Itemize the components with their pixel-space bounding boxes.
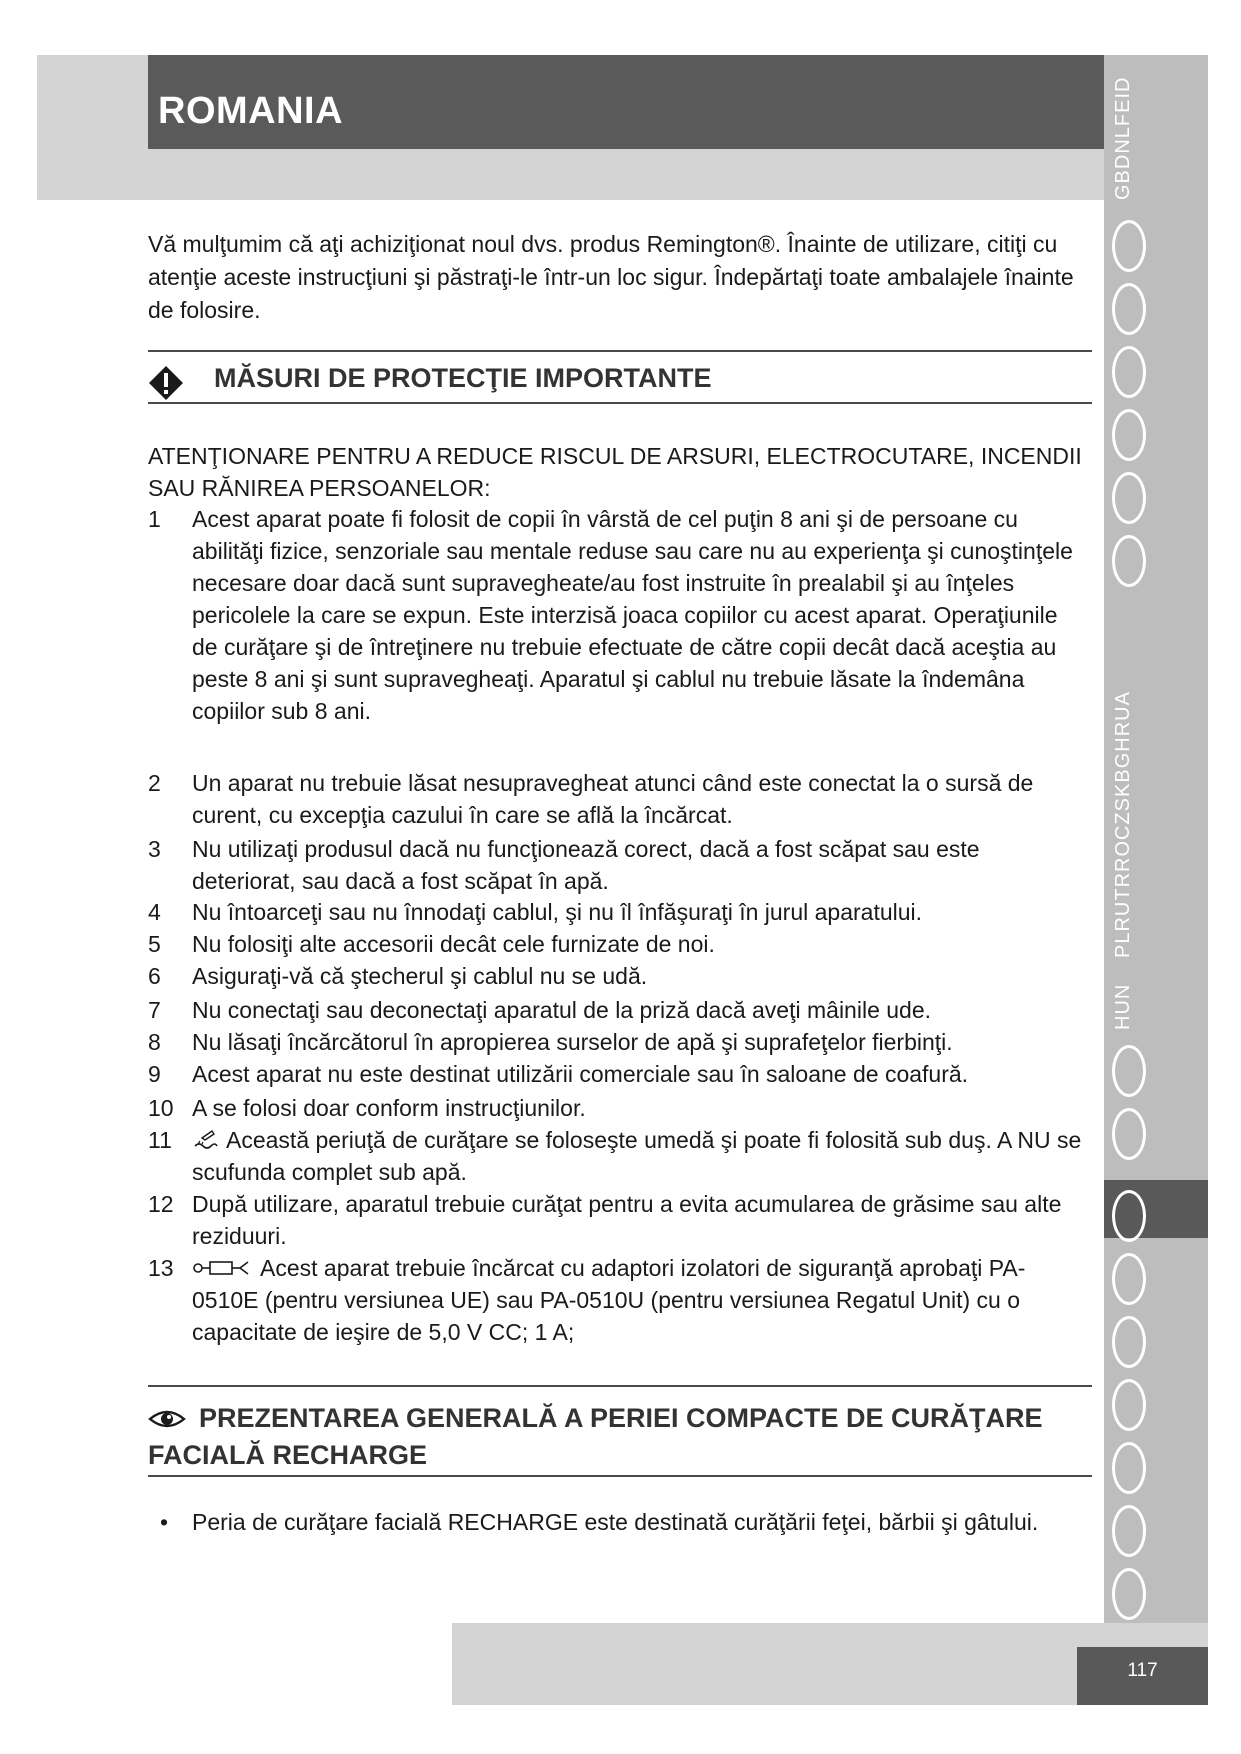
language-tab-icon[interactable]: [1112, 1108, 1146, 1160]
language-tab-icon[interactable]: [1112, 1568, 1146, 1620]
section-rule: [148, 1475, 1092, 1477]
item-number: 4: [148, 899, 161, 925]
language-tab-icon[interactable]: [1112, 1379, 1146, 1431]
overview-heading-line2: FACIALĂ RECHARGE: [148, 1440, 428, 1470]
item-text: Nu conectaţi sau deconectaţi aparatul de la priză dacă aveţi mâinile ude.: [192, 997, 932, 1023]
bullet-text: Peria de curăţare facială RECHARGE este destinată curăţării feţei, bărbii şi gâtului.: [192, 1509, 1039, 1535]
item-number: 8: [148, 1029, 161, 1055]
section-rule: [148, 350, 1092, 352]
item-text: A se folosi doar conform instrucţiunilor.: [192, 1095, 586, 1121]
language-tab-icon[interactable]: [1112, 1505, 1146, 1557]
language-tab-icon[interactable]: [1112, 1316, 1146, 1368]
intro-paragraph: Vă mulţumim că aţi achiziţionat noul dvs. produs Remington®. Înainte de utilizare, citiţi cu atenţie aceste instrucţiuni şi păstraţi-le într-un loc sigur. Îndepărtaţi toate ambalajele înainte de folosire.: [148, 231, 1074, 323]
language-label-top: GBDNLFEID: [1112, 76, 1134, 200]
item-text: Asiguraţi-vă că ştecherul şi cablul nu se udă.: [192, 963, 648, 989]
item-text: Nu lăsaţi încărcătorul în apropierea surselor de apă şi suprafeţelor fierbinţi.: [192, 1029, 953, 1055]
warning-lead: ATENŢIONARE PENTRU A REDUCE RISCUL DE ARSURI, ELECTROCUTARE, INCENDII SAU RĂNIREA PERSOANELOR:: [148, 443, 1082, 501]
language-tab-icon[interactable]: [1112, 346, 1146, 398]
overview-heading-line1: PREZENTAREA GENERALĂ A PERIEI COMPACTE DE CURĂŢARE: [199, 1403, 1043, 1433]
language-tab-icon[interactable]: [1112, 1253, 1146, 1305]
item-text: Acest aparat nu este destinat utilizării comerciale sau în saloane de coafură.: [192, 1061, 969, 1087]
language-tab-icon[interactable]: [1112, 1045, 1146, 1097]
language-label-mid: PLRUTRROCZSKBGHRUA: [1112, 691, 1134, 958]
item-number: 5: [148, 931, 161, 957]
bullet-mark: •: [160, 1509, 169, 1535]
language-label-hun: HUN: [1112, 983, 1134, 1030]
language-tab-icon[interactable]: [1112, 1190, 1146, 1242]
item-number: 3: [148, 836, 161, 862]
item-number: 11: [148, 1127, 172, 1153]
safety-heading: MĂSURI DE PROTECŢIE IMPORTANTE: [214, 363, 712, 393]
page-number: 117: [1127, 1660, 1158, 1681]
language-tab-icon[interactable]: [1112, 220, 1146, 272]
item-text: Această periuţă de curăţare se foloseşte umedă şi poate fi folosită sub duş. A NU se scufunda complet sub apă.: [192, 1127, 1082, 1185]
eye-icon: [148, 1407, 186, 1431]
item-number: 7: [148, 997, 161, 1023]
section-rule: [148, 402, 1092, 404]
language-tab-icon[interactable]: [1112, 472, 1146, 524]
language-tab-icon[interactable]: [1112, 535, 1146, 587]
item-text: După utilizare, aparatul trebuie curăţat pentru a evita acumularea de grăsime sau alte reziduuri.: [192, 1191, 1062, 1249]
item-number: 9: [148, 1061, 161, 1087]
item-number: 12: [148, 1191, 174, 1217]
item-number: 6: [148, 963, 161, 989]
language-tab-icon[interactable]: [1112, 283, 1146, 335]
item-text: Acest aparat poate fi folosit de copii în vârstă de cel puţin 8 ani şi de persoane cu abilităţi fizice, senzoriale sau mentale reduse sau care nu au experienţa şi cunoştinţele necesare doar dacă sunt supravegheate/au fost instruite în prealabil şi au înţeles pericolele la care se expun. Este interzisă joaca copiilor cu acest aparat. Operaţiunile de curăţare şi de întreţinere nu trebuie efectuate de către copii decât dacă aceştia au peste 8 ani şi sunt supravegheaţi. Aparatul şi cablul nu trebuie lăsate la îndemâna copiilor sub 8 ani.: [192, 506, 1073, 724]
item-text: Nu folosiţi alte accesorii decât cele furnizate de noi.: [192, 931, 715, 957]
item-text: Acest aparat trebuie încărcat cu adaptori izolatori de siguranţă aprobaţi PA-0510E (pentru versiunea UE) sau PA-0510U (pentru versiunea Regatul Unit) cu o capacitate de ieşire de 5,0 V CC; 1 A;: [192, 1255, 1026, 1345]
item-number: 1: [148, 506, 161, 532]
item-number: 2: [148, 770, 161, 796]
item-text: Un aparat nu trebuie lăsat nesupravegheat atunci când este conectat la o sursă de curent, cu excepţia cazului în care se află la încărcat.: [192, 770, 1034, 828]
warning-icon: [148, 365, 184, 401]
page-title: ROMANIA: [158, 90, 344, 132]
item-text: Nu întoarceţi sau nu înnodaţi cablul, şi nu îl înfăşuraţi în jurul aparatului.: [192, 899, 923, 925]
section-rule: [148, 1385, 1092, 1387]
item-text: Nu utilizaţi produsul dacă nu funcţionează corect, dacă a fost scăpat sau este deteriorat, sau dacă a fost scăpat în apă.: [192, 836, 980, 894]
language-tab-icon[interactable]: [1112, 409, 1146, 461]
item-number: 10: [148, 1095, 174, 1121]
item-number: 13: [148, 1255, 174, 1281]
language-tab-icon[interactable]: [1112, 1442, 1146, 1494]
